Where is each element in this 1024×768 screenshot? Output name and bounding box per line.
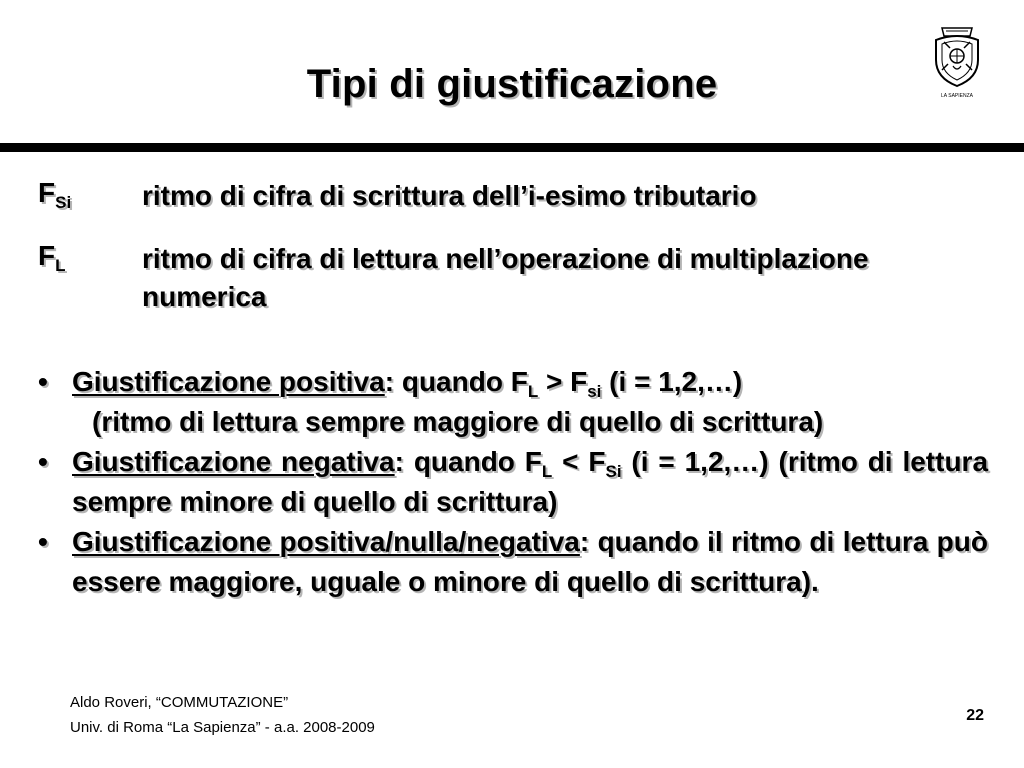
justification-list: [38, 362, 988, 602]
term-positive-null-negative: Giustificazione positiva/nulla/negativa: [72, 526, 580, 557]
footer: [70, 690, 375, 740]
symbol-fsi: $F_{Si}$: [38, 177, 72, 212]
list-item: • Giustificazione negativa: quando $F_L < F_{Si}$ (i = 1,2,…) (ritmo di lettura sempre minore di quello di scrittura): [38, 442, 988, 522]
footer-author: Aldo Roveri, “COMMUTAZIONE”: [70, 694, 289, 711]
definition-fsi-text: ritmo di cifra di scrittura dell’i-esimo tributario: [142, 180, 757, 211]
logo-caption: LA SAPIENZA: [941, 93, 973, 99]
bullet-marker: •: [38, 446, 48, 477]
title-divider: [0, 143, 1024, 152]
slide-title: Tipi di giustificazione: [306, 62, 718, 106]
note-positive: (ritmo di lettura sempre maggiore di quello di scrittura): [92, 406, 824, 437]
symbol-fl: $F_L$: [38, 240, 66, 275]
list-item: • Giustificazione positiva: quando $F_L > F_{si}$ (i = 1,2,…) (ritmo di lettura sempre maggiore di quello di scrittura): [38, 362, 988, 442]
term-negative: Giustificazione negativa: [72, 446, 395, 477]
term-positive: Giustificazione positiva: [72, 366, 385, 397]
university-seal-logo: [928, 22, 986, 100]
footer-university: Univ. di Roma “La Sapienza” - a.a. 2008-2009: [70, 719, 375, 736]
list-item: • Giustificazione positiva/nulla/negativa: quando il ritmo di lettura può essere maggiore, uguale o minore di quello di scrittura).: [38, 522, 988, 602]
page-number: 22: [966, 707, 984, 724]
bullet-marker: •: [38, 526, 48, 557]
definition-fl-text: ritmo di cifra di lettura nell’operazione di multiplazione numerica: [142, 243, 869, 312]
bullet-marker: •: [38, 366, 48, 397]
